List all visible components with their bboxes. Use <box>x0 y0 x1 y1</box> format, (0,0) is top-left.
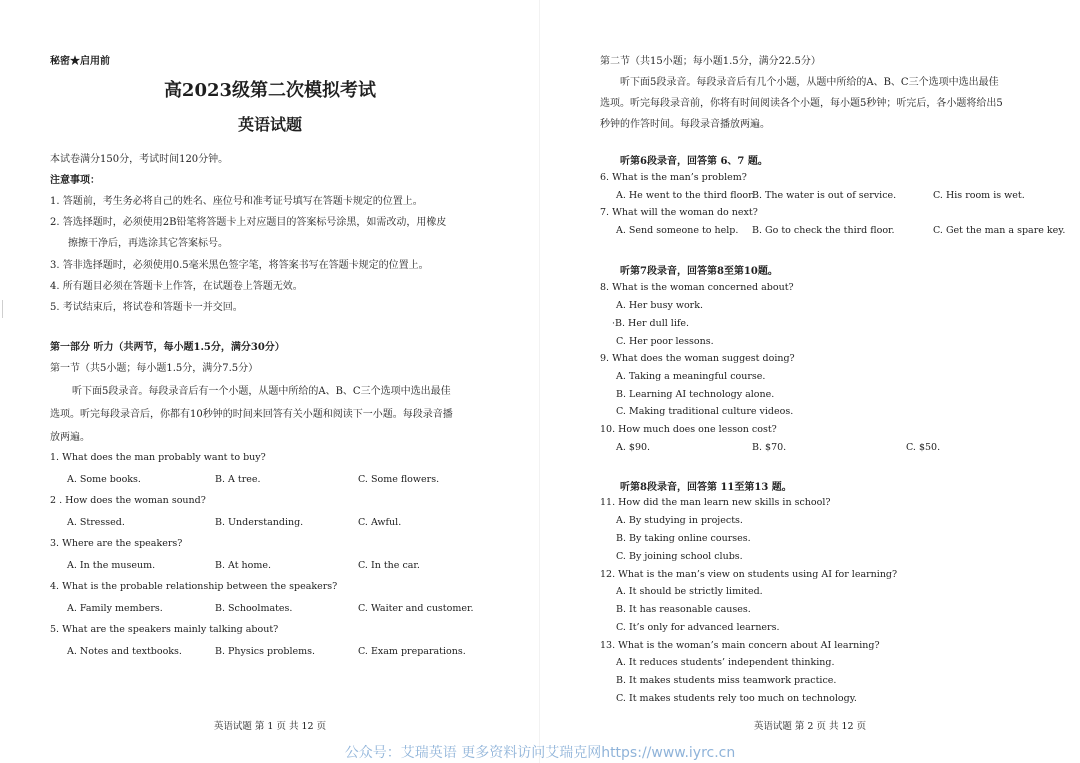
option-b: B. By taking online courses. <box>616 533 751 544</box>
option-c: C. In the car. <box>358 560 420 571</box>
note-item: 2. 答选择题时，必须使用2B铅笔将答题卡上对应题目的答案标号涂黑，如需改动，用橡皮 <box>50 217 447 228</box>
option-b: B. $70. <box>752 442 787 453</box>
option-a: A. Taking a meaningful course. <box>616 371 766 382</box>
instruction-line: 选项。听完每段录音后，你都有10秒钟的时间来回答有关小题和阅读下一小题。每段录音播 <box>50 409 453 420</box>
question-2: 2 . How does the woman sound? <box>50 495 206 506</box>
note-item-cont: 擦擦干净后，再选涂其它答案标号。 <box>68 238 228 249</box>
option-c: C. $50. <box>906 442 941 453</box>
instruction-line: 选项。听完每段录音前，你将有时间阅读各个小题，每小题5秒钟；听完后，各小题将给出5 <box>600 98 1003 109</box>
confidential-label: 秘密★启用前 <box>50 56 110 67</box>
segment-heading: 听第8段录音，回答第 11至第13 题。 <box>620 482 792 493</box>
question-3: 3. Where are the speakers? <box>50 538 183 549</box>
option-b: B. Learning AI technology alone. <box>616 389 775 400</box>
option-c: C. Get the man a spare key. <box>933 225 1066 236</box>
option-c: C. Waiter and customer. <box>358 603 474 614</box>
option-c: C. It makes students rely too much on technology. <box>616 693 857 704</box>
question-5: 5. What are the speakers mainly talking about? <box>50 624 279 635</box>
instruction-line: 听下面5段录音。每段录音后有一个小题，从题中所给的A、B、C三个选项中选出最佳 <box>72 386 451 397</box>
option-c: C. Making traditional culture videos. <box>616 406 794 417</box>
exam-info: 本试卷满分150分，考试时间120分钟。 <box>50 154 229 165</box>
page-footer: 英语试题 第 2 页 共 12 页 <box>753 721 867 732</box>
option-a: A. Family members. <box>67 603 163 614</box>
option-b: B. It has reasonable causes. <box>616 604 751 615</box>
option-a: A. It should be strictly limited. <box>616 586 763 597</box>
exam-subtitle: 英语试题 <box>237 115 302 134</box>
option-b: B. Go to check the third floor. <box>752 225 895 236</box>
segment-heading: 听第6段录音，回答第 6、7 题。 <box>620 156 768 167</box>
instruction-line: 听下面5段录音。每段录音后有几个小题，从题中所给的A、B、C三个选项中选出最佳 <box>620 77 999 88</box>
question-12: 12. What is the man’s view on students using AI for learning? <box>600 569 898 580</box>
exam-page-2 <box>540 0 1080 763</box>
segment-heading: 听第7段录音，回答第8至第10题。 <box>620 266 778 277</box>
option-a: A. He went to the third floor. <box>616 190 755 201</box>
question-1: 1. What does the man probably want to buy? <box>50 452 266 463</box>
option-b: B. Understanding. <box>215 517 304 528</box>
option-c: C. It’s only for advanced learners. <box>616 622 780 633</box>
section-heading: 第一节（共5小题；每小题1.5分，满分7.5分） <box>50 363 259 374</box>
note-item: 3. 答非选择题时，必须使用0.5毫米黑色签字笔，将答案书写在答题卡规定的位置上。 <box>50 260 429 271</box>
page-footer: 英语试题 第 1 页 共 12 页 <box>213 721 327 732</box>
option-b: ·B. Her dull life. <box>612 318 690 329</box>
option-a: A. Stressed. <box>67 517 125 528</box>
option-b: B. A tree. <box>215 474 261 485</box>
option-b: B. Schoolmates. <box>215 603 293 614</box>
note-item: 5. 考试结束后，将试卷和答题卡一并交回。 <box>50 302 243 313</box>
option-c: C. Awful. <box>358 517 402 528</box>
question-7: 7. What will the woman do next? <box>600 207 758 218</box>
option-b: B. Physics problems. <box>215 646 316 657</box>
section-heading: 第二节（共15小题；每小题1.5分，满分22.5分） <box>600 56 821 67</box>
exam-title: 高2023级第二次模拟考试 <box>163 80 377 101</box>
instruction-line: 秒钟的作答时间。每段录音播放两遍。 <box>600 119 770 130</box>
option-a: A. Her busy work. <box>616 300 703 311</box>
option-c: C. By joining school clubs. <box>616 551 743 562</box>
instruction-line: 放两遍。 <box>50 432 90 443</box>
notes-title: 注意事项： <box>50 175 100 186</box>
part-heading: 第一部分 听力（共两节，每小题1.5分，满分30分） <box>50 342 285 353</box>
option-c: C. Exam preparations. <box>358 646 466 657</box>
option-a: A. $90. <box>616 442 651 453</box>
question-8: 8. What is the woman concerned about? <box>600 282 794 293</box>
note-item: 4. 所有题目必须在答题卡上作答，在试题卷上答题无效。 <box>50 281 303 292</box>
question-9: 9. What does the woman suggest doing? <box>600 353 795 364</box>
option-a: A. By studying in projects. <box>616 515 743 526</box>
option-c: C. His room is wet. <box>933 190 1025 201</box>
option-a: A. Notes and textbooks. <box>67 646 182 657</box>
question-4: 4. What is the probable relationship between the speakers? <box>50 581 338 592</box>
watermark-text: 公众号：艾瑞英语 更多资料访问艾瑞克网https://www.iyrc.cn <box>344 745 736 761</box>
option-c: C. Some flowers. <box>358 474 440 485</box>
question-13: 13. What is the woman’s main concern about AI learning? <box>600 640 880 651</box>
option-a: A. Send someone to help. <box>616 225 739 236</box>
question-10: 10. How much does one lesson cost? <box>600 424 777 435</box>
option-b: B. It makes students miss teamwork practice. <box>616 675 837 686</box>
question-6: 6. What is the man’s problem? <box>600 172 747 183</box>
question-11: 11. How did the man learn new skills in school? <box>600 497 831 508</box>
option-c: C. Her poor lessons. <box>616 336 714 347</box>
option-a: A. It reduces students’ independent thinking. <box>616 657 835 668</box>
option-b: B. The water is out of service. <box>752 190 897 201</box>
option-a: A. Some books. <box>67 474 141 485</box>
option-a: A. In the museum. <box>67 560 156 571</box>
option-b: B. At home. <box>215 560 272 571</box>
note-item: 1. 答题前，考生务必将自己的姓名、座位号和准考证号填写在答题卡规定的位置上。 <box>50 196 423 207</box>
